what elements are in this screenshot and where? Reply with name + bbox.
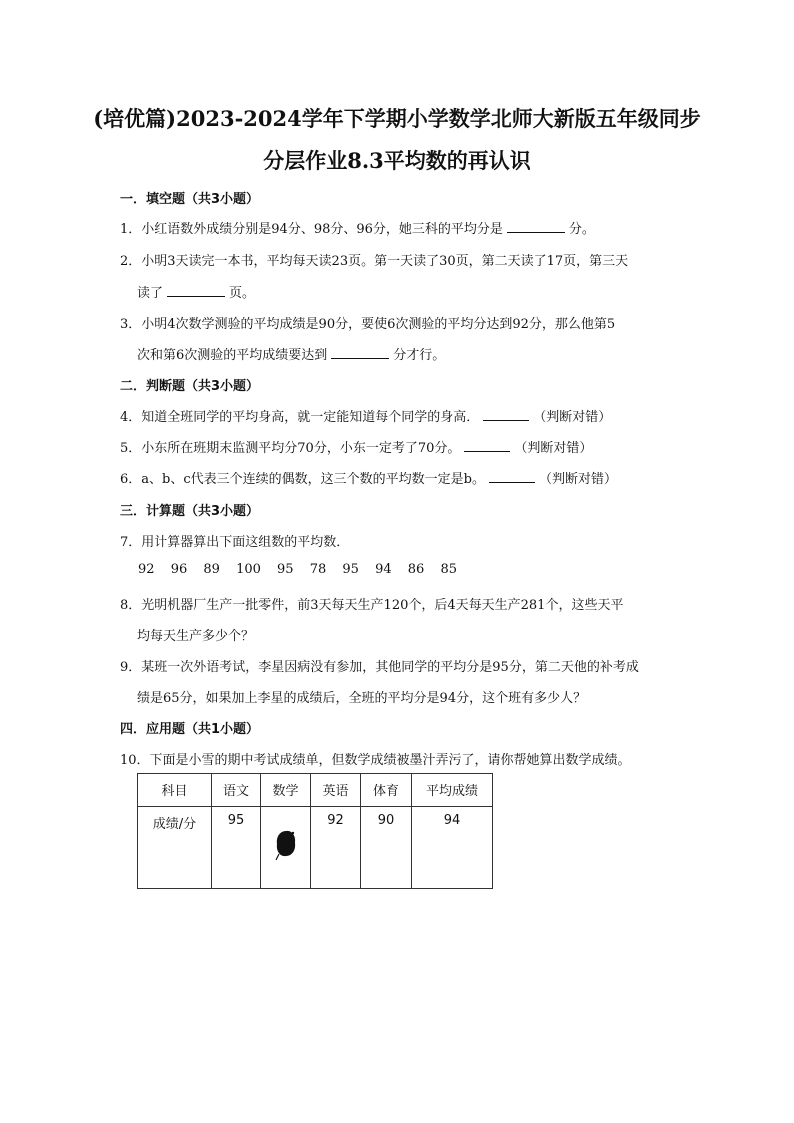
number-item: 96 <box>170 562 188 577</box>
question-2-cont: 读了 页。 <box>137 286 256 301</box>
table-row <box>138 807 493 889</box>
table-cell: 92 <box>311 807 361 889</box>
number-list <box>138 562 469 577</box>
number-item: 86 <box>407 562 425 577</box>
question-9: 9．某班一次外语考试，李星因病没有参加，其他同学的平均分是95分，第二天他的补考成 <box>120 660 639 675</box>
answer-blank[interactable] <box>167 284 225 297</box>
table-header-cell: 数学 <box>261 774 311 807</box>
section-heading-fill-blank: 一．填空题（共3小题） <box>120 192 260 207</box>
ink-blot-cell <box>261 807 311 889</box>
table-header-cell: 体育 <box>361 774 412 807</box>
question-8: 8．光明机器厂生产一批零件，前3天每天生产120个，后4天每天生产281个，这些天平 <box>120 598 624 613</box>
number-item: 85 <box>440 562 458 577</box>
answer-blank[interactable] <box>483 408 529 421</box>
table-header-row <box>138 774 493 807</box>
question-8-cont: 均每天生产多少个？ <box>137 629 255 644</box>
table-header-cell: 平均成绩 <box>412 774 493 807</box>
number-item: 89 <box>203 562 220 577</box>
grade-table <box>137 773 493 889</box>
section-heading-judge: 二．判断题（共3小题） <box>120 379 260 394</box>
table-cell: 90 <box>361 807 412 889</box>
question-2: 2．小明3天读完一本书，平均每天读23页。第一天读了30页，第二天读了17页，第三天 <box>120 254 629 269</box>
answer-blank[interactable] <box>464 439 510 452</box>
page-title-line-2: 分层作业8.3平均数的再认识 <box>263 148 531 173</box>
question-7: 7．用计算器算出下面这组数的平均数． <box>120 535 350 550</box>
question-5: 5．小东所在班期末监测平均分70分，小东一定考了70分。 （判断对错） <box>120 441 593 456</box>
number-item: 78 <box>309 562 327 577</box>
question-9-cont: 绩是65分，如果加上李星的成绩后，全班的平均分是94分，这个班有多少人？ <box>137 691 587 706</box>
question-3: 3．小明4次数学测验的平均成绩是90分，要使6次测验的平均分达到92分，那么他第5 <box>120 317 616 332</box>
ink-blot-icon <box>271 825 301 865</box>
question-3-cont: 次和第6次测验的平均成绩要达到 分才行。 <box>137 348 446 363</box>
table-cell: 95 <box>212 807 261 889</box>
question-4: 4．知道全班同学的平均身高，就一定能知道每个同学的身高． （判断对错） <box>120 410 612 425</box>
number-item: 95 <box>342 562 359 577</box>
question-10: 10．下面是小雪的期中考试成绩单，但数学成绩被墨汁弄污了，请你帮她算出数学成绩。 <box>120 753 631 768</box>
table-cell: 94 <box>412 807 493 889</box>
page-title-line-1: (培优篇)2023-2024学年下学期小学数学北师大新版五年级同步 <box>93 106 701 131</box>
section-heading-application: 四．应用题（共1小题） <box>120 722 260 737</box>
answer-blank[interactable] <box>507 220 565 233</box>
table-header-cell: 科目 <box>138 774 212 807</box>
number-item: 94 <box>375 562 392 577</box>
table-header-cell: 语文 <box>212 774 261 807</box>
number-item: 100 <box>236 562 261 577</box>
section-heading-compute: 三．计算题（共3小题） <box>120 504 260 519</box>
number-item: 92 <box>138 562 155 577</box>
answer-blank[interactable] <box>489 470 535 483</box>
table-header-cell: 英语 <box>311 774 361 807</box>
question-1: 1．小红语数外成绩分别是94分、98分、96分，她三科的平均分是 分。 <box>120 222 595 237</box>
number-item: 95 <box>277 562 294 577</box>
question-6: 6．a、b、c代表三个连续的偶数，这三个数的平均数一定是b。 （判断对错） <box>120 472 617 487</box>
answer-blank[interactable] <box>331 346 389 359</box>
table-cell: 成绩/分 <box>138 807 212 889</box>
